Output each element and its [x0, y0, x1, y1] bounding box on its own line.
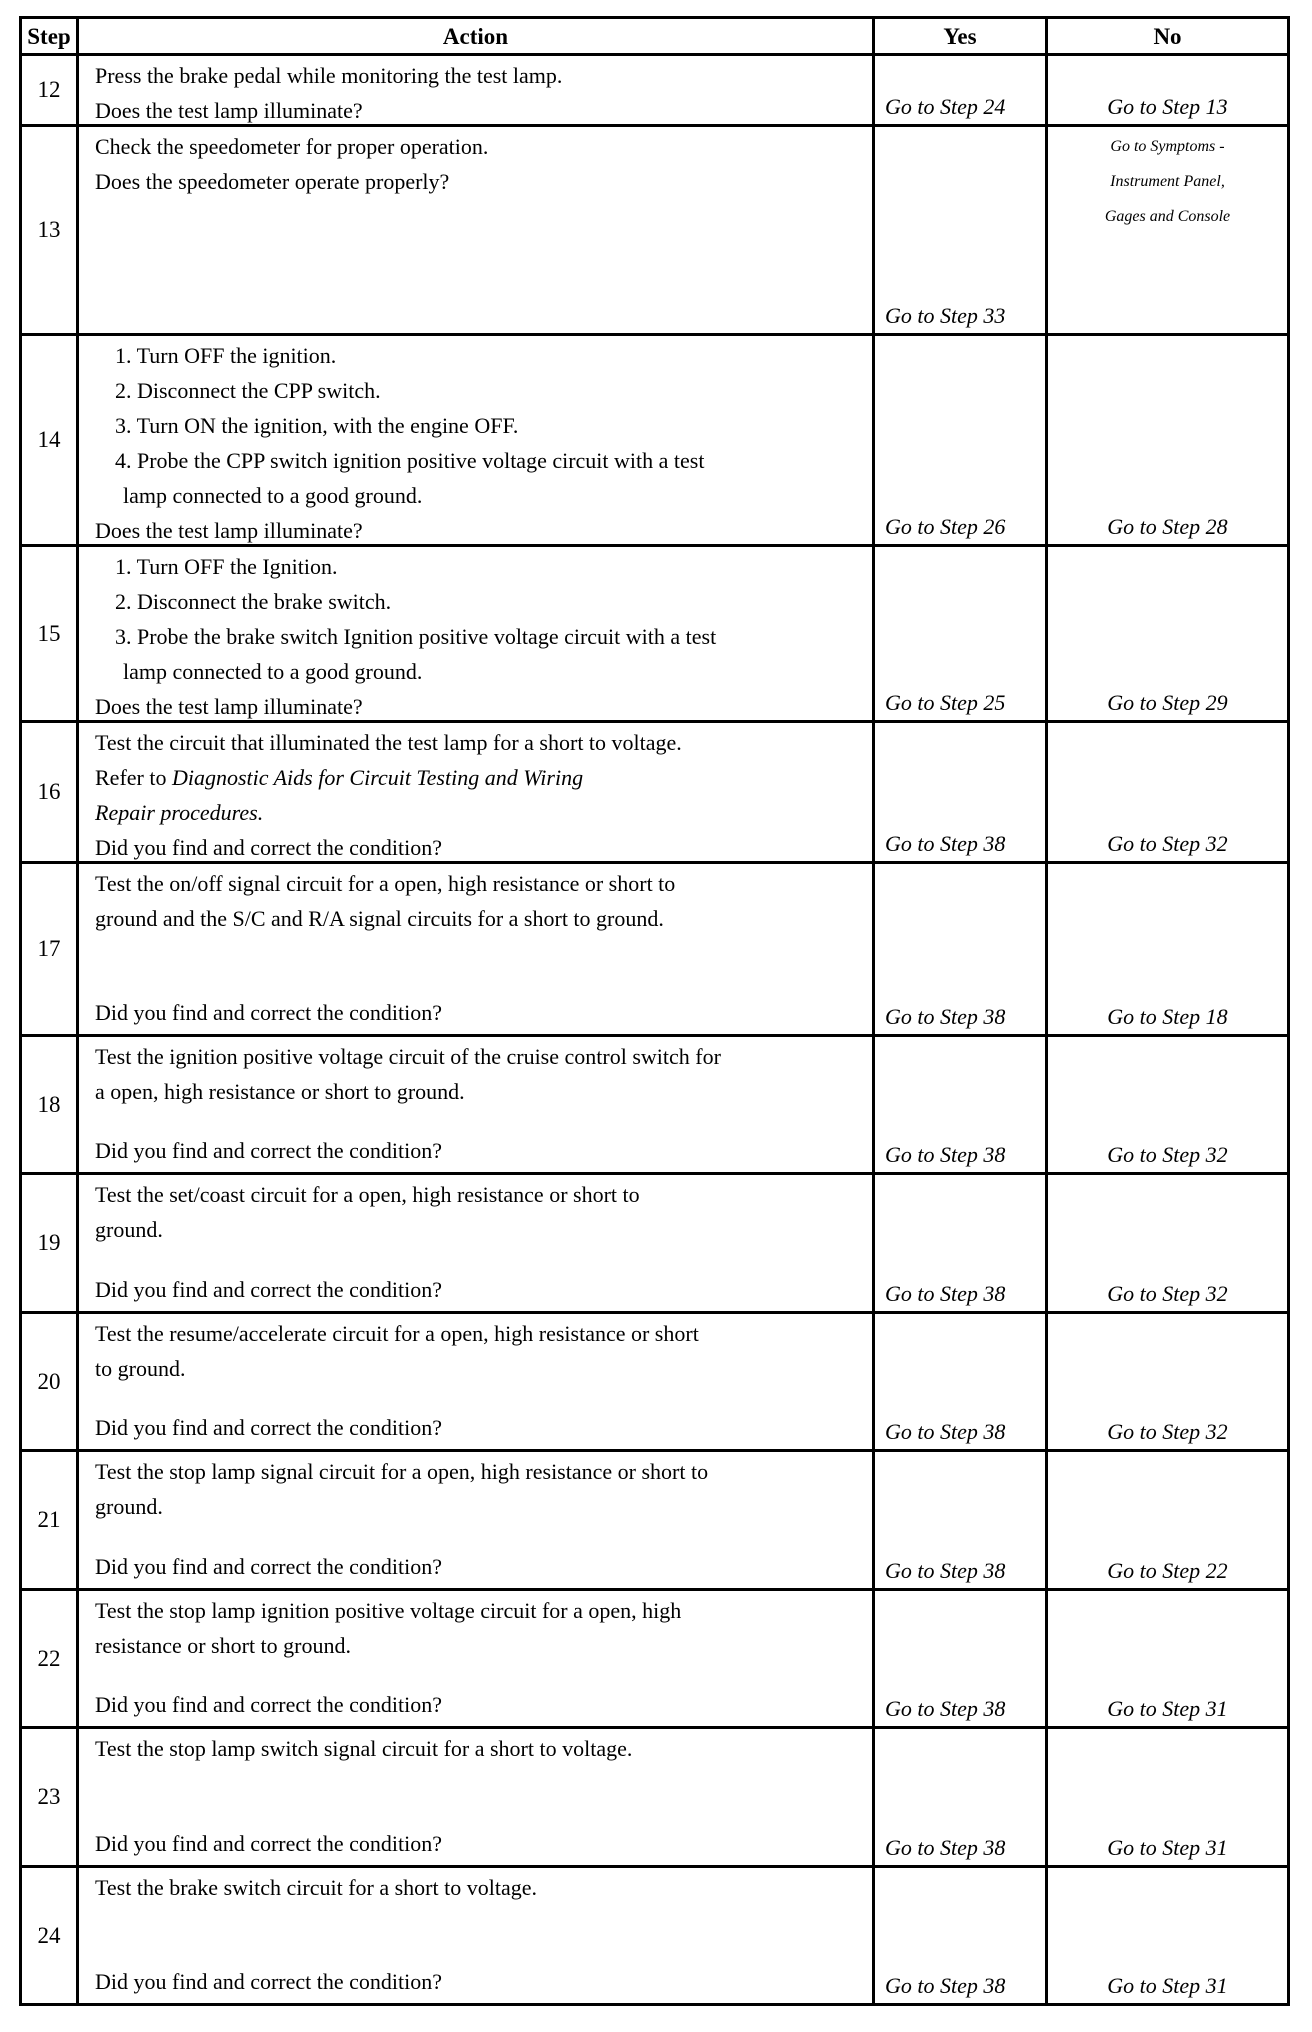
action-cell [78, 863, 874, 1036]
table-row [21, 1728, 1289, 1867]
action-question: Did you find and correct the condition? [95, 835, 443, 860]
list-item: 3. Probe the brake switch Ignition positive voltage circuit with a test [115, 624, 717, 649]
no-cell: Go to Step 32 [1047, 1036, 1289, 1174]
table-row [21, 126, 1289, 335]
step-number: 19 [21, 1174, 78, 1313]
step-number: 16 [21, 722, 78, 863]
no-cell: Go to Step 31 [1047, 1590, 1289, 1728]
list-item: 2. Disconnect the brake switch. [115, 589, 392, 614]
action-question: Did you find and correct the condition? [95, 1138, 443, 1163]
action-question: Did you find and correct the condition? [95, 1969, 443, 1994]
no-cell [1047, 126, 1289, 335]
action-question: Did you find and correct the condition? [95, 1554, 443, 1579]
header-row [21, 18, 1289, 55]
header-action: Action [78, 18, 874, 55]
list-item: 2. Disconnect the CPP switch. [115, 378, 381, 403]
action-line: Test the brake switch circuit for a short to voltage. [95, 1875, 537, 1900]
procedure-list [95, 549, 872, 689]
action-cell [78, 722, 874, 863]
table-row [21, 1036, 1289, 1174]
action-line: Test the stop lamp signal circuit for a open, high resistance or short to [95, 1459, 709, 1484]
step-number: 23 [21, 1728, 78, 1867]
action-question: Does the test lamp illuminate? [95, 98, 363, 123]
table-row [21, 1867, 1289, 2005]
action-cell [78, 1590, 874, 1728]
table-row [21, 1174, 1289, 1313]
table-row [21, 55, 1289, 126]
table-row [21, 1313, 1289, 1451]
action-cell [78, 1867, 874, 2005]
action-cell [78, 126, 874, 335]
yes-cell: Go to Step 38 [874, 1174, 1047, 1313]
action-cell [78, 1036, 874, 1174]
action-question: Did you find and correct the condition? [95, 1277, 443, 1302]
action-cell [78, 335, 874, 546]
step-number: 14 [21, 335, 78, 546]
table-row [21, 722, 1289, 863]
no-cell: Go to Step 29 [1047, 546, 1289, 722]
list-item: 1. Turn OFF the ignition. [115, 343, 337, 368]
action-line: Test the circuit that illuminated the test lamp for a short to voltage. [95, 730, 682, 755]
step-number: 21 [21, 1451, 78, 1590]
step-number: 18 [21, 1036, 78, 1174]
action-line: Test the stop lamp switch signal circuit for a short to voltage. [95, 1736, 633, 1761]
yes-cell: Go to Step 24 [874, 55, 1047, 126]
action-line: Test the resume/accelerate circuit for a open, high resistance or short [95, 1321, 699, 1346]
action-line: Press the brake pedal while monitoring the test lamp. [95, 63, 563, 88]
yes-cell: Go to Step 38 [874, 863, 1047, 1036]
yes-cell: Go to Step 38 [874, 1728, 1047, 1867]
no-cell: Go to Step 28 [1047, 335, 1289, 546]
refer-text: Refer to [95, 765, 172, 790]
action-question: Does the test lamp illuminate? [95, 694, 363, 719]
action-line: Test the stop lamp ignition positive voltage circuit for a open, high [95, 1598, 682, 1623]
no-cell: Go to Step 22 [1047, 1451, 1289, 1590]
yes-cell: Go to Step 26 [874, 335, 1047, 546]
no-cell: Go to Step 31 [1047, 1867, 1289, 2005]
yes-cell: Go to Step 38 [874, 1590, 1047, 1728]
reference-link: Diagnostic Aids for Circuit Testing and Wiring [171, 765, 584, 790]
no-cell: Go to Step 31 [1047, 1728, 1289, 1867]
action-line: Check the speedometer for proper operation. [95, 134, 489, 159]
table-row [21, 1590, 1289, 1728]
yes-cell: Go to Step 25 [874, 546, 1047, 722]
action-question: Did you find and correct the condition? [95, 1415, 443, 1440]
action-cell [78, 1174, 874, 1313]
action-cell [78, 546, 874, 722]
no-cell: Go to Step 18 [1047, 863, 1289, 1036]
header-step: Step [21, 18, 78, 55]
action-cell [78, 1728, 874, 1867]
action-line: resistance or short to ground. [95, 1633, 351, 1658]
action-line: Test the set/coast circuit for a open, high resistance or short to [95, 1182, 640, 1207]
yes-cell: Go to Step 38 [874, 722, 1047, 863]
action-question: Does the speedometer operate properly? [95, 169, 450, 194]
header-no: No [1047, 18, 1289, 55]
step-number: 20 [21, 1313, 78, 1451]
header-yes: Yes [874, 18, 1047, 55]
yes-cell: Go to Step 38 [874, 1036, 1047, 1174]
action-cell [78, 55, 874, 126]
action-cell [78, 1451, 874, 1590]
action-line: Test the ignition positive voltage circuit of the cruise control switch for [95, 1044, 721, 1069]
action-question: Did you find and correct the condition? [95, 1831, 443, 1856]
action-line [95, 795, 872, 830]
no-cell: Go to Step 32 [1047, 722, 1289, 863]
step-number: 24 [21, 1867, 78, 2005]
no-cell: Go to Step 13 [1047, 55, 1289, 126]
no-line: Go to Symptoms - [1110, 138, 1225, 155]
step-number: 13 [21, 126, 78, 335]
list-item: 1. Turn OFF the Ignition. [115, 554, 338, 579]
step-number: 17 [21, 863, 78, 1036]
action-line: ground. [95, 1217, 163, 1242]
diagnostic-table [19, 16, 1290, 2006]
list-item: 4. Probe the CPP switch ignition positive voltage circuit with a test [115, 448, 705, 473]
action-line [95, 760, 872, 795]
yes-cell: Go to Step 38 [874, 1313, 1047, 1451]
procedure-list [95, 338, 872, 513]
yes-cell: Go to Step 38 [874, 1867, 1047, 2005]
list-item: 3. Turn ON the ignition, with the engine OFF. [115, 413, 519, 438]
action-question: Did you find and correct the condition? [95, 1692, 443, 1717]
table-row [21, 546, 1289, 722]
step-number: 22 [21, 1590, 78, 1728]
action-question: Does the test lamp illuminate? [95, 518, 363, 543]
no-cell: Go to Step 32 [1047, 1174, 1289, 1313]
action-line: ground. [95, 1494, 163, 1519]
table-row [21, 863, 1289, 1036]
action-line: a open, high resistance or short to ground. [95, 1079, 465, 1104]
table-row [21, 335, 1289, 546]
step-number: 12 [21, 55, 78, 126]
action-line: to ground. [95, 1356, 186, 1381]
action-line: ground and the S/C and R/A signal circuits for a short to ground. [95, 906, 664, 931]
step-number: 15 [21, 546, 78, 722]
action-question: Did you find and correct the condition? [95, 1000, 443, 1025]
reference-link: Repair procedures. [95, 800, 264, 825]
list-item: lamp connected to a good ground. [123, 659, 423, 684]
yes-cell: Go to Step 38 [874, 1451, 1047, 1590]
action-cell [78, 1313, 874, 1451]
table-row [21, 1451, 1289, 1590]
action-line: Test the on/off signal circuit for a open, high resistance or short to [95, 871, 676, 896]
no-line: Gages and Console [1104, 208, 1231, 225]
no-cell: Go to Step 32 [1047, 1313, 1289, 1451]
no-line: Instrument Panel, [1110, 173, 1225, 190]
list-item: lamp connected to a good ground. [123, 483, 423, 508]
yes-cell: Go to Step 33 [874, 126, 1047, 335]
